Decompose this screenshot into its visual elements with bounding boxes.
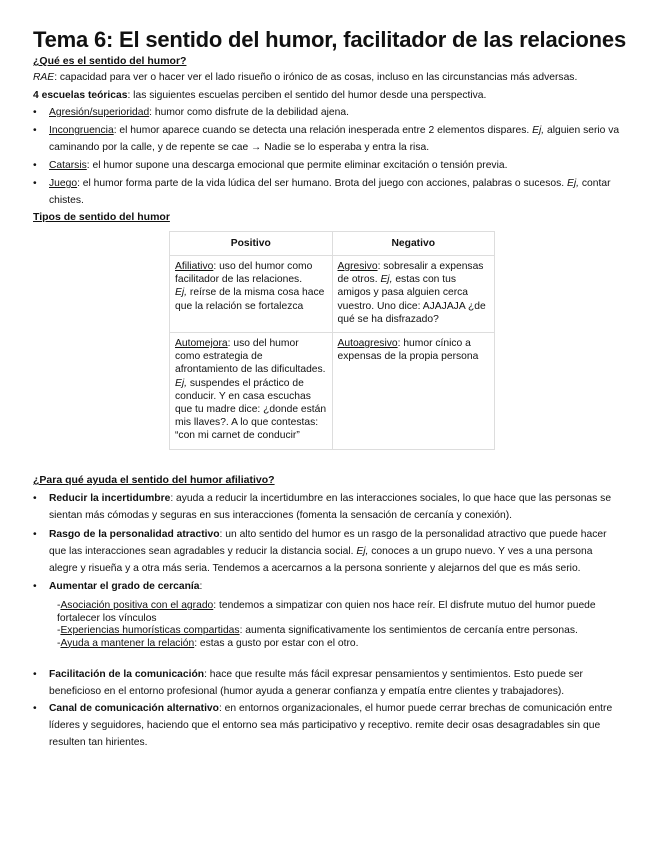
benefit-item bbox=[33, 578, 623, 595]
col-header-negativo: Negativo bbox=[332, 232, 495, 256]
school-rest: contar chistes. bbox=[49, 178, 611, 206]
bullet: • bbox=[33, 529, 37, 540]
school-text: : el humor supone una descarga emocional que permite eliminar excitación o tensión previa. bbox=[86, 160, 508, 171]
subitem-text: : aumenta significativamente los sentimientos de cercanía entre personas. bbox=[239, 625, 578, 637]
bullet: • bbox=[33, 125, 37, 136]
benefit-colon: : bbox=[199, 581, 203, 592]
benefit-term: Reducir la incertidumbre bbox=[49, 493, 171, 504]
automejora-text: : uso del humor como estrategia de afrontamiento de las dificultades. bbox=[175, 338, 326, 376]
bullet: • bbox=[33, 160, 37, 171]
school-ej: Ej, bbox=[567, 178, 580, 189]
rae-text: : capacidad para ver o hacer ver el lado risueño o irónico de as cosas, incluso en las circunstancias más adversas. bbox=[54, 72, 578, 83]
escuelas-text: : las siguientes escuelas perciben el sentido del humor desde una perspectiva. bbox=[127, 90, 487, 101]
bullet: • bbox=[33, 178, 37, 189]
subitem bbox=[57, 625, 623, 638]
benefit-text: : hace que resulte más fácil expresar pensamientos y sentimientos. Esto puede ser beneficioso en el entorno profesional (humor ayuda a generar confianza y empatía entre clientes y trabajadores). bbox=[49, 669, 583, 697]
rae-term: RAE bbox=[33, 72, 55, 83]
benefit-term: Rasgo de la personalidad atractivo bbox=[49, 529, 220, 540]
autoagresivo-term: Autoagresivo bbox=[337, 338, 398, 350]
benefit-item bbox=[33, 666, 623, 700]
section-heading-para-que: ¿Para qué ayuda el sentido del humor afiliativo? bbox=[33, 474, 275, 486]
dash: - bbox=[57, 637, 61, 649]
dash: - bbox=[57, 600, 61, 611]
subitem-text: : estas a gusto por estar con el otro. bbox=[194, 637, 359, 649]
school-term: Catarsis bbox=[49, 160, 87, 171]
school-item bbox=[33, 157, 623, 174]
page-title: Tema 6: El sentido del humor, facilitador de las relaciones bbox=[33, 27, 626, 52]
school-item bbox=[33, 122, 623, 156]
school-term: Incongruencia bbox=[49, 125, 114, 136]
afiliativo-ej: Ej, bbox=[175, 287, 188, 299]
benefit-term: Aumentar el grado de cercanía bbox=[49, 581, 200, 592]
afiliativo-text: : uso del humor como facilitador de las relaciones. bbox=[175, 261, 313, 286]
benefit-ej: Ej, bbox=[356, 546, 369, 557]
escuelas-intro bbox=[33, 87, 486, 104]
school-text: : el humor forma parte de la vida lúdica del ser humano. Brota del juego con acciones, palabras o sucesos. bbox=[77, 178, 568, 189]
benefit-text: : un alto sentido del humor es un rasgo de la personalidad atractivo que puede hacer que las interacciones sean agradables y reducir la distancia social. bbox=[49, 529, 607, 557]
agresivo-term: Agresivo bbox=[337, 261, 378, 272]
school-item bbox=[33, 175, 623, 209]
benefit-item bbox=[33, 526, 623, 577]
benefit-term: Canal de comunicación alternativo bbox=[49, 703, 219, 714]
section-heading-que-es: ¿Qué es el sentido del humor? bbox=[33, 55, 187, 67]
school-item bbox=[33, 104, 623, 121]
cell-autoagresivo bbox=[332, 333, 495, 450]
col-header-positivo: Positivo bbox=[170, 232, 333, 256]
school-term: Agresión/superioridad bbox=[49, 107, 150, 118]
benefit-term: Facilitación de la comunicación bbox=[49, 669, 205, 680]
benefit-text: : en entornos organizacionales, el humor puede cerrar brechas de comunicación entre líderes y seguidores, haciendo que el entorno sea más participativo y receptivo. remite decir osas desagradables sin que resulten tan hirientes. bbox=[49, 703, 613, 748]
bullet: • bbox=[33, 703, 37, 714]
agresivo-ej: Ej, bbox=[380, 274, 393, 286]
autoagresivo-text: : humor cínico a expensas de la propia persona bbox=[337, 338, 479, 363]
cell-agresivo bbox=[332, 256, 495, 333]
escuelas-term: 4 escuelas teóricas bbox=[33, 90, 128, 101]
subitem-term: Experiencias humorísticas compartidas bbox=[60, 625, 240, 637]
school-ej: Ej, bbox=[532, 125, 545, 136]
automejora-ej: Ej, bbox=[175, 377, 188, 389]
subitem-term: Asociación positiva con el agrado bbox=[60, 600, 214, 611]
cell-afiliativo bbox=[170, 256, 333, 333]
section-heading-tipos: Tipos de sentido del humor bbox=[33, 211, 170, 223]
agresivo-example: estas con tus amigos y pasa alguien cerca vuestro. Uno dice: AJAJAJA ¿de qué se ha disfrazado? bbox=[337, 274, 486, 325]
afiliativo-example: reírse de la misma cosa hace que la relación se fortalezca bbox=[175, 287, 325, 312]
rae-definition bbox=[33, 69, 577, 86]
benefit-text: : ayuda a reducir la incertidumbre en las interacciones sociales, lo que hace que las personas se sientan más cómodas y seguras en sus interacciones (fomenta la sensación de cercanía y conexión). bbox=[49, 493, 612, 521]
subitem bbox=[57, 638, 623, 651]
bullet: • bbox=[33, 669, 37, 680]
automejora-example: suspendes el práctico de conducir. Y en casa escuchas que tu madre dice: ¿donde están mis llaves?. A lo que contestas: “con mi carnet de conducir” bbox=[175, 377, 327, 442]
bullet: • bbox=[33, 493, 37, 504]
subitem-term: Ayuda a mantener la relación bbox=[60, 637, 195, 649]
humor-types-table bbox=[169, 231, 495, 450]
school-term: Juego bbox=[49, 178, 78, 189]
cell-automejora bbox=[170, 333, 333, 450]
benefit-rest: conoces a un grupo nuevo. Y ves a una persona alegre y risueña y a otra más seria. Tendemos a acercarnos a la persona sonriente y alejarnos del que es más serio. bbox=[49, 546, 593, 574]
school-rest: alguien serio va caminando por la calle, y de repente se cae → Nadie se lo esperaba y entra la risa. bbox=[49, 125, 620, 153]
benefit-item bbox=[33, 700, 623, 751]
dash: - bbox=[57, 625, 61, 637]
subitem bbox=[57, 600, 623, 625]
afiliativo-term: Afiliativo bbox=[175, 261, 214, 272]
subitem-text: : tendemos a simpatizar con quien nos hace reír. El disfrute mutuo del humor puede fortalecer los vínculos bbox=[57, 600, 596, 624]
automejora-term: Automejora bbox=[175, 338, 228, 350]
school-text: : el humor aparece cuando se detecta una relación inesperada entre 2 elementos dispares. bbox=[113, 125, 533, 136]
benefit-item bbox=[33, 490, 623, 524]
closeness-subitems bbox=[57, 600, 623, 650]
school-text: : humor como disfrute de la debilidad ajena. bbox=[149, 107, 349, 118]
bullet: • bbox=[33, 107, 37, 118]
bullet: • bbox=[33, 581, 37, 592]
agresivo-text: : sobresalir a expensas de otros. bbox=[337, 261, 484, 286]
